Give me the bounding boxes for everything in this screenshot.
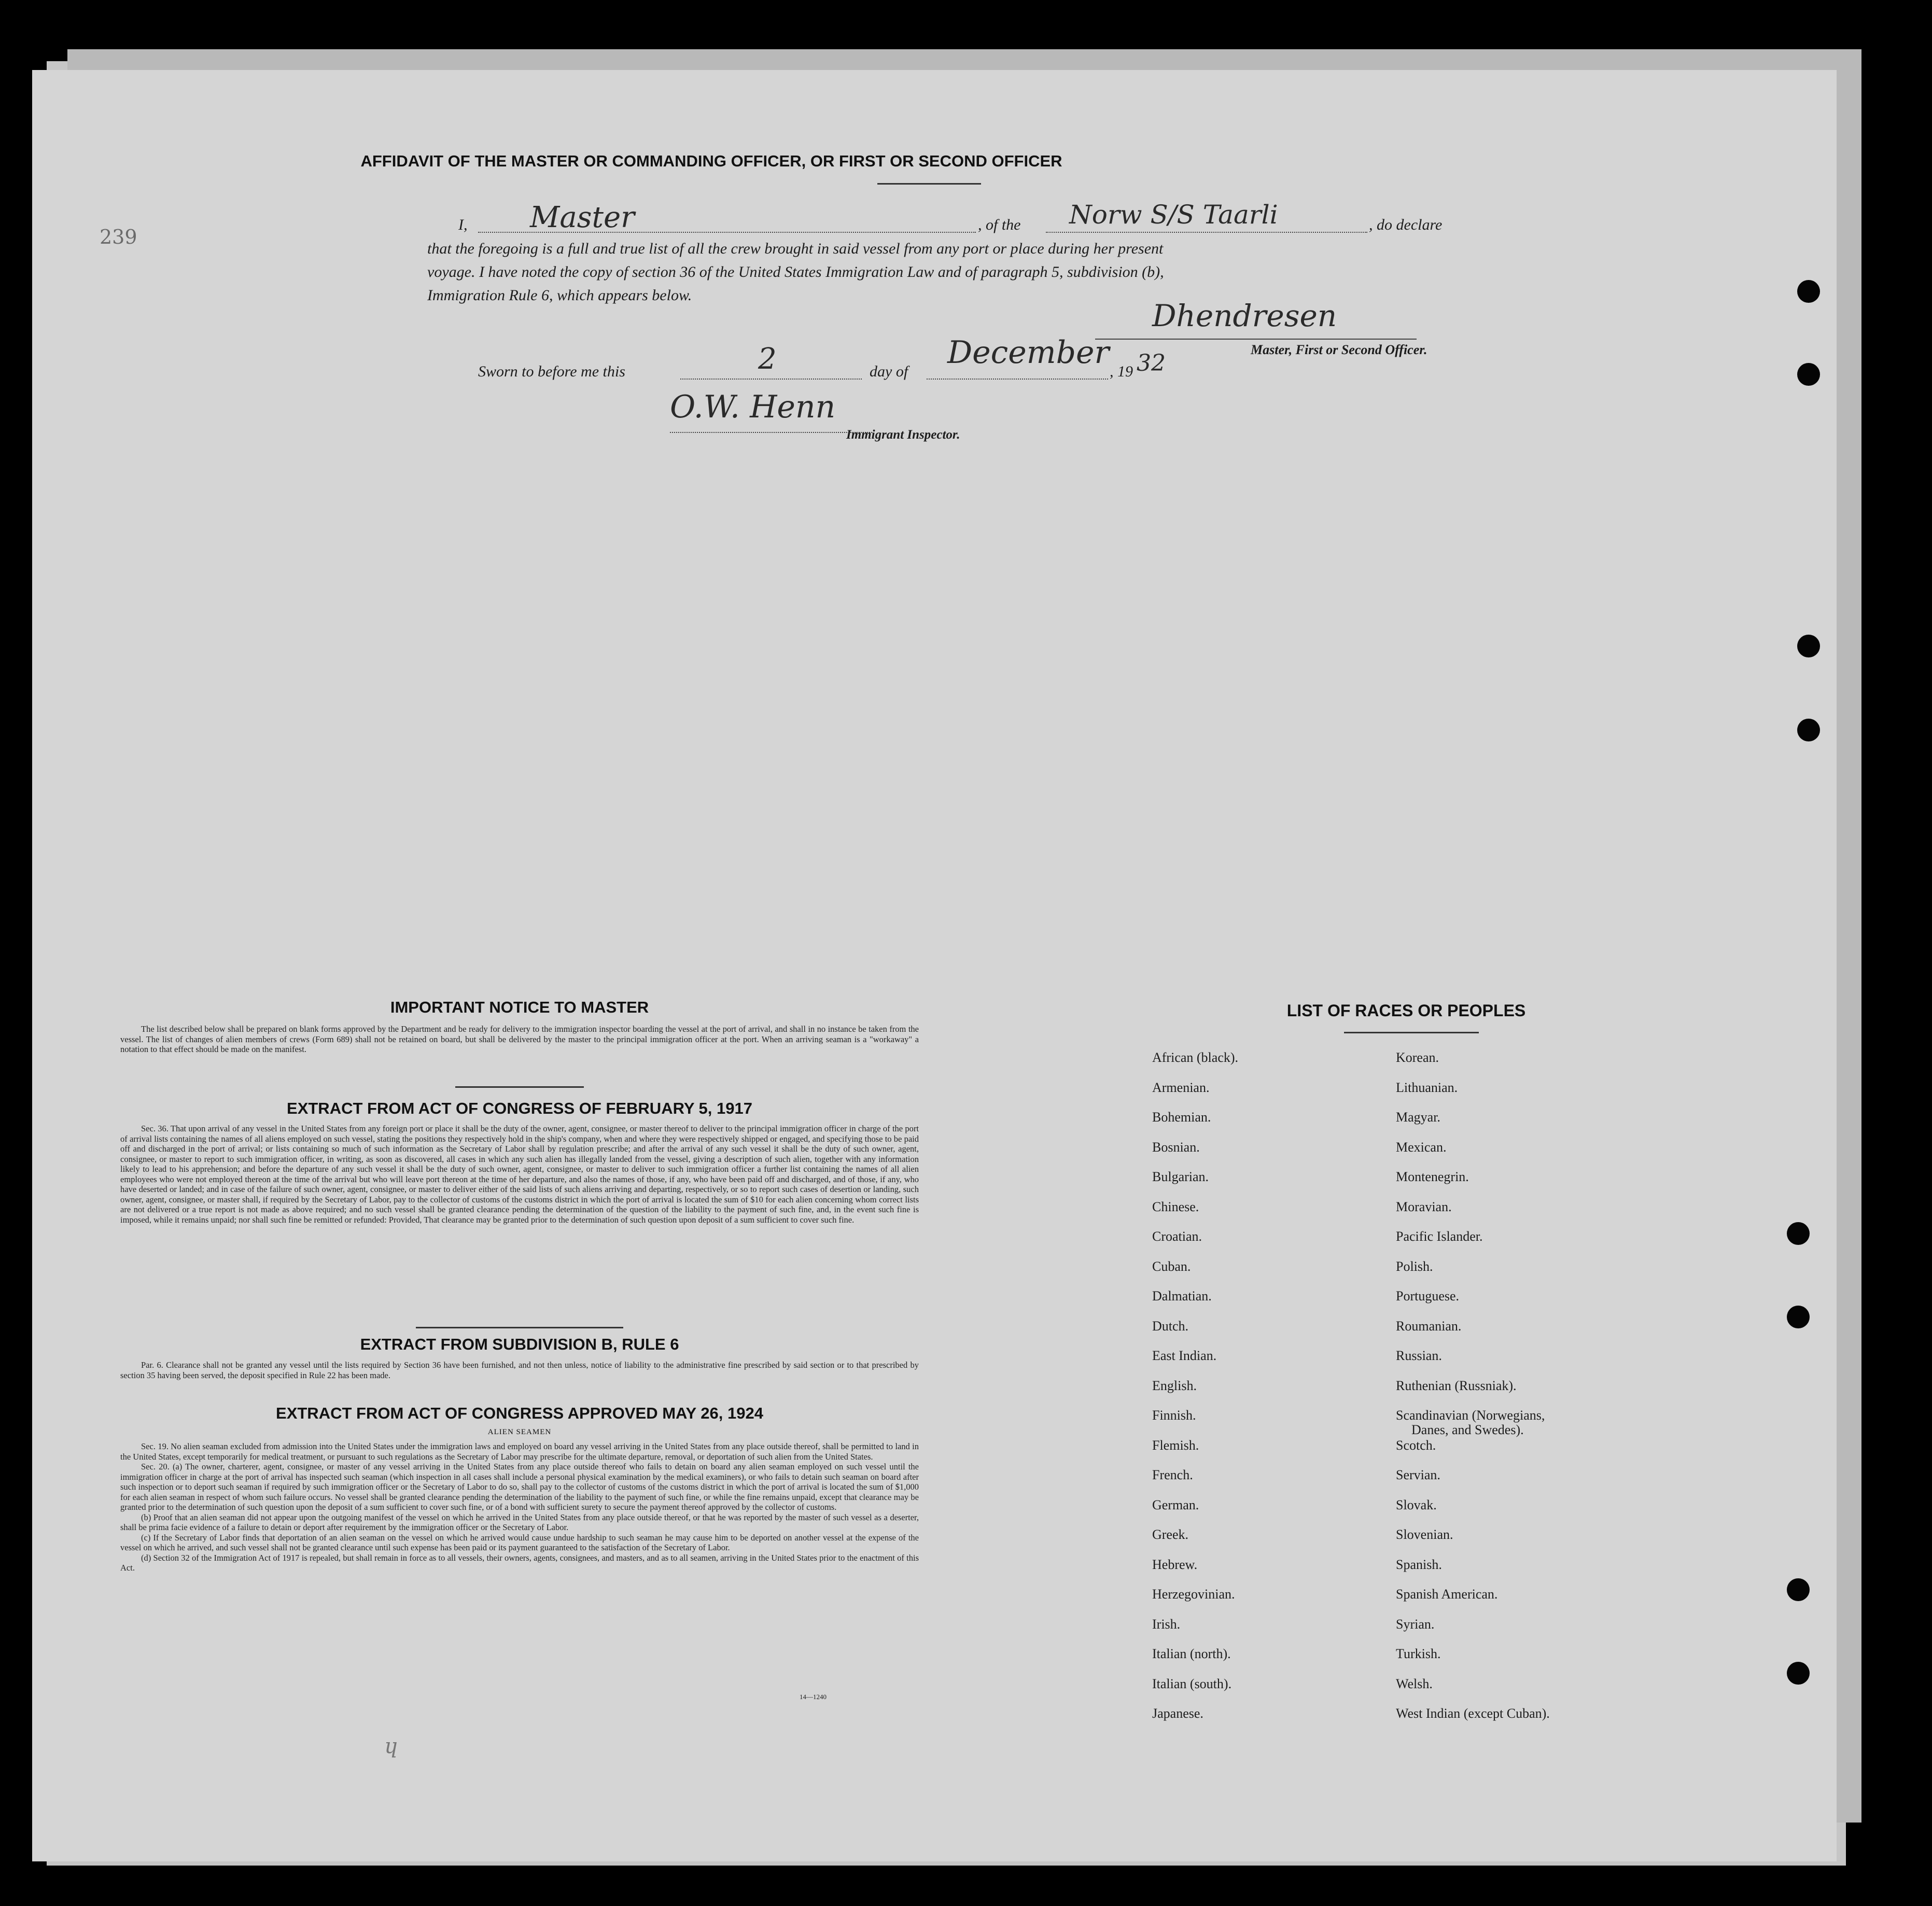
race-item: Chinese. bbox=[1152, 1199, 1199, 1214]
race-item: Japanese. bbox=[1152, 1706, 1203, 1721]
race-item: Cuban. bbox=[1152, 1258, 1191, 1274]
punch-hole bbox=[1797, 635, 1820, 657]
race-item: Slovak. bbox=[1396, 1497, 1437, 1512]
race-item: Montenegrin. bbox=[1396, 1169, 1469, 1184]
race-item: Turkish. bbox=[1396, 1646, 1441, 1661]
sworn-month-line bbox=[927, 379, 1108, 380]
race-item: Polish. bbox=[1396, 1258, 1433, 1274]
sworn-prefix: Sworn to before me this bbox=[478, 363, 625, 380]
affidavit-line4: Immigration Rule 6, which appears below. bbox=[427, 287, 692, 304]
extract-1924-title: EXTRACT FROM ACT OF CONGRESS APPROVED MAY 26, 1924 bbox=[276, 1404, 763, 1422]
affidavit-line3: voyage. I have noted the copy of section 36 of the United States Immigration Law and of paragraph 5, subdivision (b), bbox=[427, 263, 1164, 281]
vessel-name-line bbox=[1046, 232, 1367, 233]
race-item: Syrian. bbox=[1396, 1616, 1435, 1632]
extract-1924-sec19: Sec. 19. No alien seaman excluded from admission into the United States under the immigration laws and employed on board any vessel arriving in the United States from any place outside thereof, shall be permitted to land in the United States, except temporarily for medical treatment, or pursuant to such regulations as the Secretary of Labor may prescribe for the ultimate departure, removal, or deportation of such alien from the United States. bbox=[120, 1441, 919, 1462]
race-item: Ruthenian (Russniak). bbox=[1396, 1378, 1517, 1393]
race-item: Servian. bbox=[1396, 1467, 1440, 1482]
extract-1917-text: Sec. 36. That upon arrival of any vessel in the United States from any foreign port or place it shall be the duty of the owner, agent, consignee, or master thereof to deliver to the principal immigration officer in charge of the port of arrival lists containing the names of all aliens employed on such vessel, stating the positions they respectively hold in the ship's company, when and where they were respectively shipped or engaged, and specifying those to be paid off and discharged in the port of arrival; or lists containing so much of such information as the Secretary of Labor shall by regulation prescribe; and after the arrival of any such vessel it shall be the duty of such owner, agent, consignee, or master to report to such immigration officer, in writing, as soon as discovered, all cases in which any such alien has illegally landed from the vessel, giving a description of such alien, together with any information likely to lead to his apprehension; and before the departure of any such vessel it shall be the duty of such owner, agent, consignee, or master to deliver to such immigration officer a further list containing the names of all alien employees who were not employed thereon at the time of the arrival but who will leave port thereon at the time of her departure, and also the names of those, if any, who have been paid off and discharged, and of those, if any, who have deserted or landed; and in case of the failure of such owner, agent, consignee, or master to deliver either of the said lists of such aliens arriving and departing, respectively, or so to report such cases of desertion or landing, such owner, agent, consignee, or master shall, if required by the Secretary of Labor, pay to the collector of customs of the customs district in which the port of arrival is located the sum of $10 for each alien concerning whom correct lists are not delivered or a true report is not made as above required; and no such vessel shall be granted clearance pending the determination of the question of the liability to the payment of such fine, and, in the event such fine is imposed, while it remains unpaid; nor shall such fine be remitted or refunded: Provided, That clearance may be granted prior to the determination of such question upon deposit of a sum sufficient to cover such fine. bbox=[120, 1124, 919, 1225]
affidavit-line1-suffix: , do declare bbox=[1369, 216, 1443, 233]
inspector-signature: O.W. Henn bbox=[670, 389, 836, 425]
race-item: French. bbox=[1152, 1467, 1193, 1482]
vessel-name-handwritten: Norw S/S Taarli bbox=[1069, 200, 1278, 230]
race-item: Irish. bbox=[1152, 1616, 1181, 1632]
sworn-year-prefix: , 19 bbox=[1110, 363, 1133, 380]
race-item: English. bbox=[1152, 1378, 1197, 1393]
extract-1924-text bbox=[120, 1441, 919, 1573]
punch-hole bbox=[1797, 719, 1820, 741]
race-item: Slovenian. bbox=[1396, 1527, 1453, 1542]
punch-hole bbox=[1797, 280, 1820, 303]
race-item: Bosnian. bbox=[1152, 1139, 1200, 1155]
punch-hole bbox=[1787, 1662, 1810, 1685]
race-item: Scotch. bbox=[1396, 1437, 1436, 1453]
race-item: Spanish American. bbox=[1396, 1587, 1498, 1602]
race-item: Hebrew. bbox=[1152, 1557, 1198, 1572]
master-name-handwritten: Master bbox=[530, 201, 635, 234]
master-signature-label: Master, First or Second Officer. bbox=[1251, 342, 1427, 357]
sworn-year-handwritten: 32 bbox=[1137, 350, 1166, 376]
affidavit-line1-prefix: I, bbox=[458, 216, 468, 233]
race-item: African (black). bbox=[1152, 1050, 1239, 1065]
extract-rule6-title: EXTRACT FROM SUBDIVISION B, RULE 6 bbox=[360, 1335, 679, 1353]
affidavit-line2: that the foregoing is a full and true list of all the crew brought in said vessel from any port or place during her present bbox=[427, 240, 1164, 257]
race-item: Magyar. bbox=[1396, 1110, 1440, 1125]
race-item: Herzegovinian. bbox=[1152, 1587, 1235, 1602]
document-page bbox=[32, 70, 1837, 1861]
race-item: Bohemian. bbox=[1152, 1110, 1211, 1125]
sworn-month-handwritten: December bbox=[947, 334, 1110, 371]
race-item: Dutch. bbox=[1152, 1318, 1189, 1334]
extract-rule6-text: Par. 6. Clearance shall not be granted any vessel until the lists required by Section 36 have been furnished, and not then unless, notice of liability to the administrative fine prescribed by said section or to that prescribed by section 35 having been served, the deposit specified in Rule 22 has been made. bbox=[120, 1360, 919, 1380]
races-rule bbox=[1344, 1032, 1479, 1033]
race-item: Bulgarian. bbox=[1152, 1169, 1209, 1184]
race-item: Roumanian. bbox=[1396, 1318, 1462, 1334]
race-item: Moravian. bbox=[1396, 1199, 1452, 1214]
race-item: East Indian. bbox=[1152, 1348, 1217, 1363]
race-item: Flemish. bbox=[1152, 1437, 1199, 1453]
races-list bbox=[1152, 1050, 1723, 1802]
punch-hole bbox=[1787, 1306, 1810, 1328]
master-signature: Dhendresen bbox=[1152, 298, 1337, 333]
race-item: Armenian. bbox=[1152, 1080, 1210, 1095]
sworn-day-handwritten: 2 bbox=[758, 342, 777, 376]
race-item: Mexican. bbox=[1396, 1139, 1447, 1155]
sworn-day-line bbox=[680, 379, 862, 380]
races-title: LIST OF RACES OR PEOPLES bbox=[1286, 1001, 1526, 1020]
inspector-label: Immigrant Inspector. bbox=[846, 428, 960, 442]
punch-hole bbox=[1787, 1578, 1810, 1601]
sworn-mid: day of bbox=[870, 363, 908, 380]
race-item: Lithuanian. bbox=[1396, 1080, 1458, 1095]
extract-1917-rule bbox=[416, 1327, 623, 1328]
extract-1917-title: EXTRACT FROM ACT OF CONGRESS OF FEBRUARY 5, 1917 bbox=[287, 1099, 752, 1117]
race-item: Dalmatian. bbox=[1152, 1288, 1212, 1304]
affidavit-line1-mid: , of the bbox=[978, 216, 1021, 233]
punch-hole bbox=[1797, 363, 1820, 386]
race-item: Greek. bbox=[1152, 1527, 1189, 1542]
race-item: German. bbox=[1152, 1497, 1199, 1512]
punch-hole bbox=[1787, 1222, 1810, 1245]
race-item: Scandinavian (Norwegians, bbox=[1396, 1408, 1545, 1423]
affidavit-title: AFFIDAVIT OF THE MASTER OR COMMANDING OFFICER, OR FIRST OR SECOND OFFICER bbox=[360, 152, 1062, 170]
race-item-continuation: Danes, and Swedes). bbox=[1411, 1422, 1524, 1437]
race-item: Pacific Islander. bbox=[1396, 1229, 1483, 1244]
notice-text: The list described below shall be prepared on blank forms approved by the Department and be ready for delivery to the immigration inspector boarding the vessel at the port of arrival, and shall in no instance be taken from the vessel. The list of changes of alien members of crews (Form 689) shall not be retained on board, but shall be delivered by the master to the principal immigration officer at the port. When an arriving seaman is a "workaway" a notation to that effect should be made on the manifest. bbox=[120, 1024, 919, 1054]
affidavit-rule bbox=[877, 183, 981, 185]
race-item: Portuguese. bbox=[1396, 1288, 1460, 1304]
race-item: Croatian. bbox=[1152, 1229, 1202, 1244]
extract-1924-subtitle: ALIEN SEAMEN bbox=[487, 1428, 552, 1436]
race-item: Italian (south). bbox=[1152, 1676, 1232, 1691]
race-item: Welsh. bbox=[1396, 1676, 1433, 1691]
race-item: Russian. bbox=[1396, 1348, 1442, 1363]
notice-rule bbox=[455, 1086, 584, 1088]
race-item: Finnish. bbox=[1152, 1408, 1196, 1423]
race-item: West Indian (except Cuban). bbox=[1396, 1706, 1550, 1721]
inspector-signature-line bbox=[670, 432, 872, 433]
form-number: 14—1240 bbox=[800, 1693, 827, 1701]
extract-1924-sec20d: (d) Section 32 of the Immigration Act of 1917 is repealed, but shall remain in force as to all vessels, their owners, agents, consignees, and masters, and as to all seamen, arriving in the United States prior to the enactment of this Act. bbox=[120, 1552, 919, 1573]
race-item: Italian (north). bbox=[1152, 1646, 1231, 1661]
page-number: 239 bbox=[100, 226, 137, 248]
race-item: Korean. bbox=[1396, 1050, 1439, 1065]
extract-1924-sec20a: Sec. 20. (a) The owner, charterer, agent, consignee, or master of any vessel arriving in the United States from any place outside thereof who fails to detain on board any alien seaman employed on such vessel until the immigration officer in charge at the port of arrival has inspected such seaman (which inspection in all cases shall include a personal physical examination by the medical examiners), or who fails to detain such seaman on board after such inspection or to deport such seaman if required by such immigration officer or the Secretary of Labor to do so, shall pay to the collector of customs of the customs district in which the port of arrival is located the sum of $1,000 for each alien seaman in respect of whom such failure occurs. No vessel shall be granted clearance pending the determination of the liability to the payment of such fine, or while the fine remains unpaid, except that clearance may be granted prior to the determination of such question upon the deposit of a sum sufficient to cover such fine, or of a bond with sufficient surety to secure the payment thereof approved by the collector of customs. bbox=[120, 1462, 919, 1512]
extract-1924-sec20c: (c) If the Secretary of Labor finds that deportation of an alien seaman on the vessel on which he arrived would cause undue hardship to such seaman he may cause him to be deported on another vessel at the expense of the vessel on which he arrived, and such vessel shall not be granted clearance until such expense has been paid or its payment guaranteed to the satisfaction of the Secretary of Labor. bbox=[120, 1532, 919, 1552]
master-signature-line bbox=[1095, 339, 1417, 340]
margin-mark: ɥ bbox=[385, 1734, 398, 1758]
notice-title: IMPORTANT NOTICE TO MASTER bbox=[390, 998, 649, 1016]
race-item: Spanish. bbox=[1396, 1557, 1442, 1572]
extract-1924-sec20b: (b) Proof that an alien seaman did not appear upon the outgoing manifest of the vessel on which he arrived in the United States from any place outside thereof, or that he was reported by the master of such vessel as a deserter, shall be prima facie evidence of a failure to detain or deport after requirement by the immigration officer or the Secretary of Labor. bbox=[120, 1512, 919, 1532]
